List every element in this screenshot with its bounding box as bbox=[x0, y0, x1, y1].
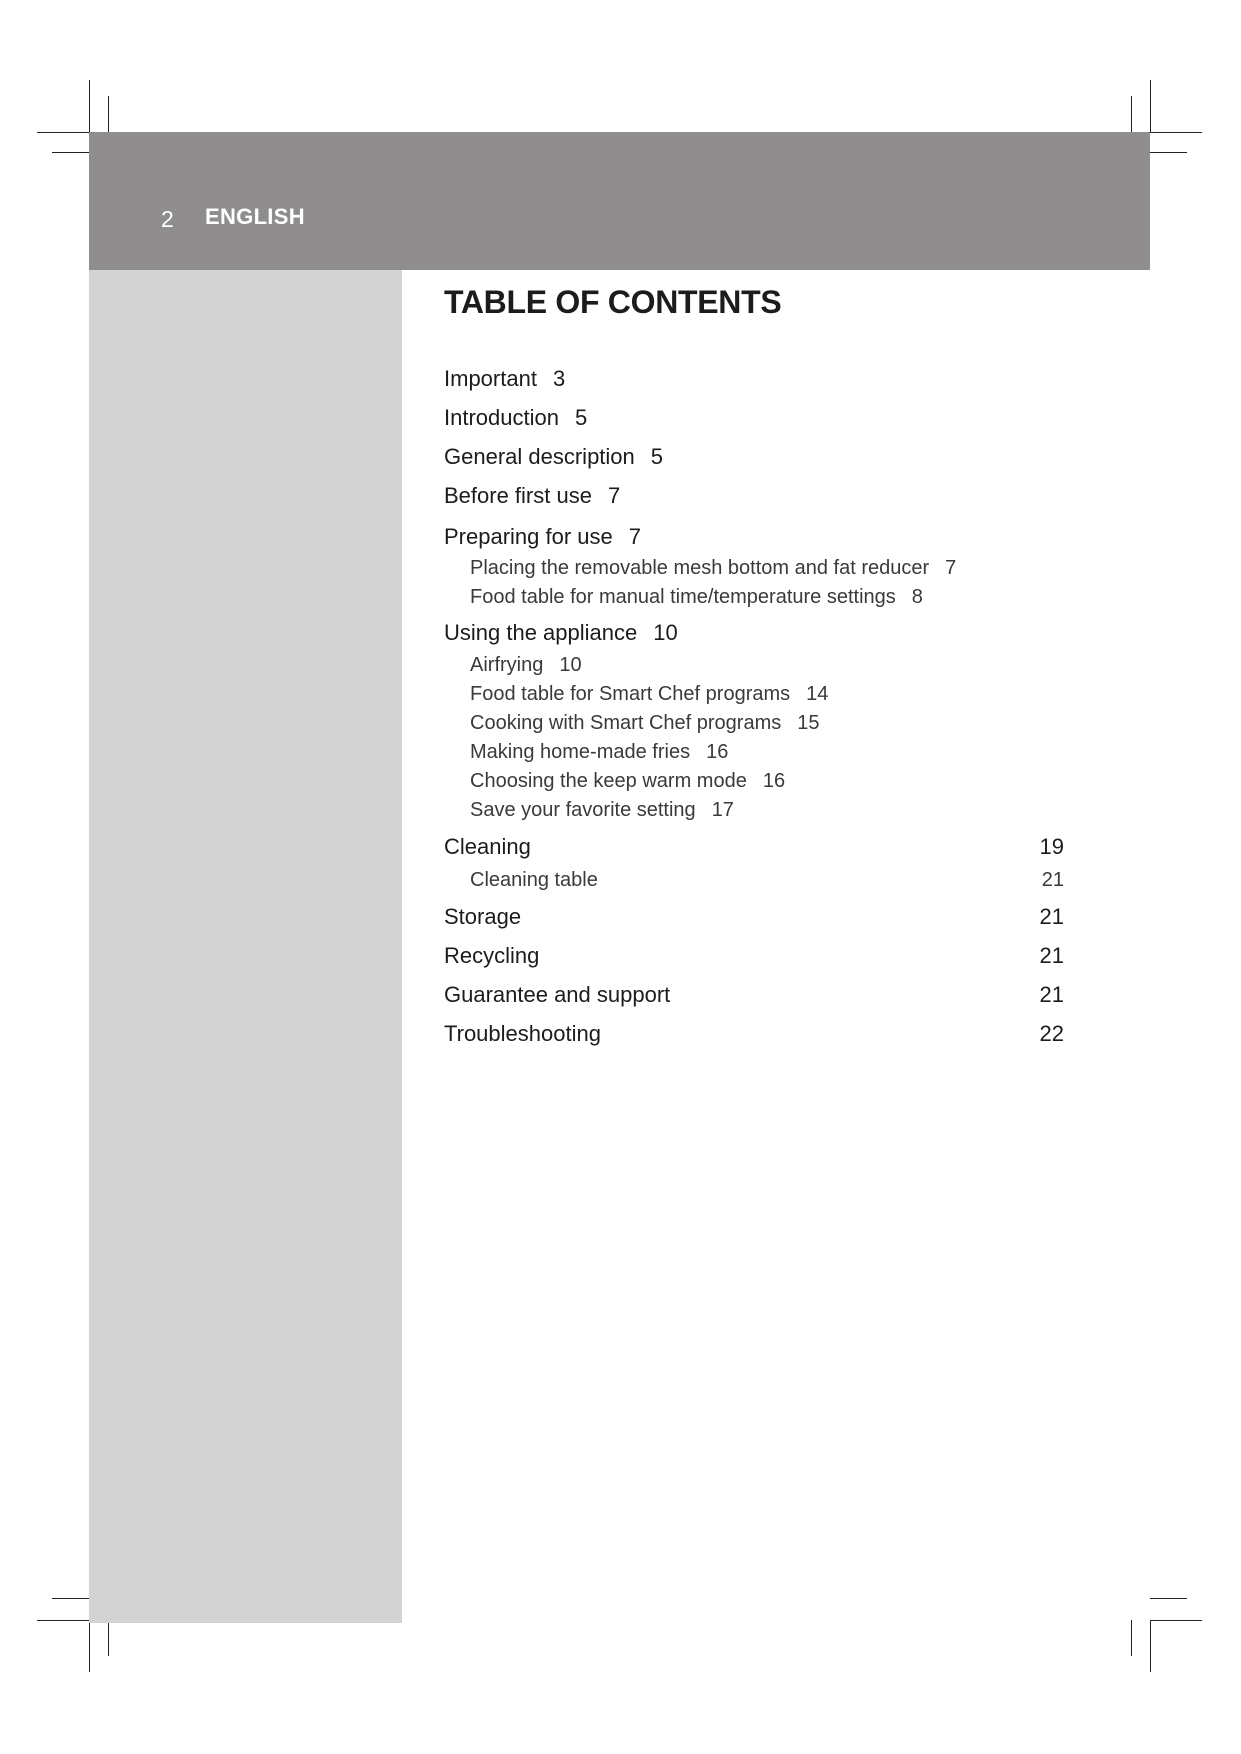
crop-mark bbox=[1150, 132, 1202, 133]
crop-mark bbox=[37, 132, 89, 133]
toc-entry[interactable] bbox=[444, 366, 565, 392]
crop-mark bbox=[108, 1620, 109, 1656]
toc-entry-text: General description bbox=[444, 444, 635, 469]
crop-mark bbox=[1131, 1620, 1132, 1656]
crop-mark bbox=[1131, 96, 1132, 132]
crop-mark bbox=[52, 152, 89, 153]
toc-entry-text: Making home-made fries bbox=[470, 741, 691, 763]
toc-entry-page: 15 bbox=[797, 712, 820, 734]
sidebar-panel bbox=[89, 270, 402, 1623]
toc-entry-text: Choosing the keep warm mode bbox=[470, 770, 747, 792]
toc-subentry[interactable] bbox=[470, 799, 734, 822]
toc-entry-page: 10 bbox=[653, 620, 678, 645]
toc-entry-page: 21 bbox=[1041, 869, 1064, 891]
toc-subentry[interactable] bbox=[470, 770, 785, 793]
toc-subentry[interactable] bbox=[470, 683, 828, 706]
toc-entry-page: 22 bbox=[1039, 1021, 1064, 1046]
toc-entry-page: 17 bbox=[711, 799, 734, 821]
toc-entry-text: Before first use bbox=[444, 483, 592, 508]
toc-entry-page: 7 bbox=[607, 483, 621, 508]
toc-subentry[interactable] bbox=[470, 741, 728, 764]
toc-entry-page: 8 bbox=[911, 586, 923, 608]
toc-entry[interactable] bbox=[444, 483, 620, 509]
toc-subentry[interactable] bbox=[470, 869, 1064, 892]
toc-entry-page: 21 bbox=[1039, 943, 1064, 968]
toc-entry[interactable] bbox=[444, 904, 1064, 930]
toc-subentry[interactable] bbox=[470, 712, 819, 735]
toc-entry-text: Food table for manual time/temperature settings bbox=[470, 586, 896, 608]
toc-subentry[interactable] bbox=[470, 654, 582, 677]
toc-entry-text: Recycling bbox=[444, 943, 540, 968]
toc-entry-text: Save your favorite setting bbox=[470, 799, 696, 821]
crop-mark bbox=[89, 1620, 90, 1672]
toc-entry-text: Cleaning table bbox=[470, 869, 598, 891]
toc-entry-text: Using the appliance bbox=[444, 620, 638, 645]
crop-mark bbox=[52, 1598, 89, 1599]
toc-entry-page: 21 bbox=[1039, 904, 1064, 929]
toc-entry-page: 21 bbox=[1039, 982, 1064, 1007]
toc-entry[interactable] bbox=[444, 1021, 1064, 1047]
toc-entry-text: Troubleshooting bbox=[444, 1021, 601, 1046]
toc-entry[interactable] bbox=[444, 444, 663, 470]
toc-entry-page: 14 bbox=[806, 683, 829, 705]
toc-title: TABLE OF CONTENTS bbox=[444, 284, 782, 320]
toc-entry-page: 3 bbox=[552, 366, 566, 391]
toc-entry-text: Storage bbox=[444, 904, 522, 929]
toc-entry[interactable] bbox=[444, 982, 1064, 1008]
crop-mark bbox=[1150, 80, 1151, 132]
toc-section bbox=[444, 284, 1064, 1046]
toc-entry-text: Introduction bbox=[444, 405, 559, 430]
toc-subentry[interactable] bbox=[470, 557, 956, 580]
toc-entry-page: 19 bbox=[1039, 834, 1064, 859]
toc-entry-text: Cooking with Smart Chef programs bbox=[470, 712, 782, 734]
toc-entry-text: Preparing for use bbox=[444, 524, 613, 549]
toc-entry-page: 16 bbox=[762, 770, 786, 792]
toc-entry-text: Placing the removable mesh bottom and fat reducer bbox=[470, 557, 930, 579]
crop-mark bbox=[89, 80, 90, 132]
toc-entry-page: 7 bbox=[945, 557, 957, 579]
toc-entry-text: Airfrying bbox=[470, 654, 544, 676]
toc-entry-page: 5 bbox=[650, 444, 664, 469]
crop-mark bbox=[108, 96, 109, 132]
crop-mark bbox=[1150, 152, 1187, 153]
toc-entry-page: 10 bbox=[559, 654, 582, 676]
page-number: 2 bbox=[161, 206, 174, 232]
crop-mark bbox=[1150, 1620, 1202, 1621]
toc-entry[interactable] bbox=[444, 524, 641, 550]
toc-entry-page: 16 bbox=[706, 741, 729, 763]
toc-entry-text: Cleaning bbox=[444, 834, 531, 859]
toc-entry-text: Guarantee and support bbox=[444, 982, 671, 1007]
language-label: ENGLISH bbox=[205, 204, 305, 229]
page-header bbox=[89, 132, 1150, 270]
toc-entry-page: 5 bbox=[574, 405, 588, 430]
toc-entry-text: Important bbox=[444, 366, 537, 391]
toc-entry[interactable] bbox=[444, 405, 587, 431]
crop-mark bbox=[1150, 1598, 1187, 1599]
toc-subentry[interactable] bbox=[470, 586, 923, 609]
crop-mark bbox=[37, 1620, 89, 1621]
toc-entry[interactable] bbox=[444, 620, 678, 646]
toc-entry[interactable] bbox=[444, 943, 1064, 969]
toc-entry-page: 7 bbox=[628, 524, 642, 549]
crop-mark bbox=[1150, 1620, 1151, 1672]
toc-entry-text: Food table for Smart Chef programs bbox=[470, 683, 791, 705]
toc-entry[interactable] bbox=[444, 834, 1064, 860]
